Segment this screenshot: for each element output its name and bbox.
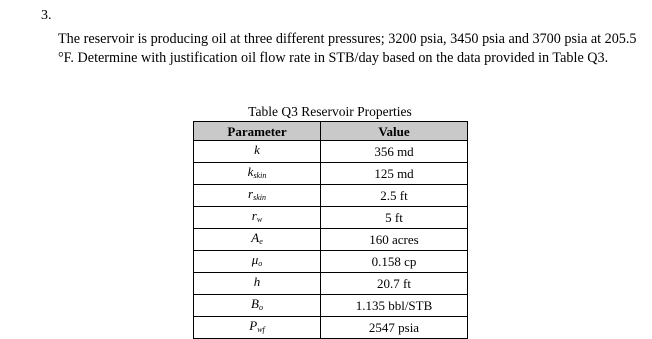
parameter-symbol: A: [251, 230, 260, 245]
table-row: [194, 229, 468, 251]
header-parameter: Parameter: [194, 122, 321, 141]
question-text: [58, 30, 638, 68]
parameter-symbol: B: [251, 296, 259, 311]
question-number: 3.: [41, 8, 52, 23]
parameter-subscript: o: [258, 303, 263, 312]
question-text-line-2: °F. Determine with justification oil flow rate in STB/day based on the data provided in Table Q3.: [58, 50, 609, 66]
value-cell: 356 md: [321, 141, 468, 163]
parameter-symbol: μ: [251, 252, 259, 267]
value-cell: 0.158 cp: [321, 251, 468, 273]
value-cell: 20.7 ft: [321, 273, 468, 295]
table-row: [194, 141, 468, 163]
table-row: [194, 295, 468, 317]
parameter-subscript: wf: [257, 325, 265, 334]
table-row: [194, 207, 468, 229]
parameter-subscript: e: [259, 237, 263, 246]
parameter-cell: [194, 185, 321, 207]
parameter-symbol: h: [253, 274, 261, 289]
parameter-symbol: P: [249, 318, 258, 333]
value-cell: 125 md: [321, 163, 468, 185]
value-cell: 1.135 bbl/STB: [321, 295, 468, 317]
question-text-line-1: The reservoir is producing oil at three different pressures; 3200 psia, 3450 psia and 3700 psia at 205.5: [58, 31, 637, 47]
value-cell: 160 acres: [321, 229, 468, 251]
parameter-cell: [194, 273, 321, 295]
table-row: [194, 163, 468, 185]
header-value: Value: [321, 122, 468, 141]
parameter-cell: [194, 141, 321, 163]
table-header-row: [194, 122, 468, 141]
table-row: [194, 317, 468, 339]
value-cell: 2547 psia: [321, 317, 468, 339]
table-row: [194, 185, 468, 207]
value-cell: 2.5 ft: [321, 185, 468, 207]
table-caption: Table Q3 Reservoir Properties: [248, 104, 412, 119]
parameter-cell: [194, 295, 321, 317]
parameter-symbol: k: [247, 164, 254, 179]
table-row: [194, 251, 468, 273]
table-row: [194, 273, 468, 295]
reservoir-properties-table: [193, 121, 468, 339]
parameter-subscript: skin: [253, 171, 267, 180]
parameter-subscript: skin: [253, 193, 266, 202]
parameter-cell: [194, 229, 321, 251]
parameter-symbol: r: [251, 208, 257, 223]
parameter-cell: [194, 163, 321, 185]
parameter-subscript: w: [256, 215, 263, 224]
parameter-subscript: o: [258, 259, 263, 268]
parameter-cell: [194, 207, 321, 229]
parameter-symbol: k: [254, 142, 260, 157]
parameter-symbol: r: [248, 186, 254, 201]
parameter-cell: [194, 317, 321, 339]
value-cell: 5 ft: [321, 207, 468, 229]
parameter-cell: [194, 251, 321, 273]
